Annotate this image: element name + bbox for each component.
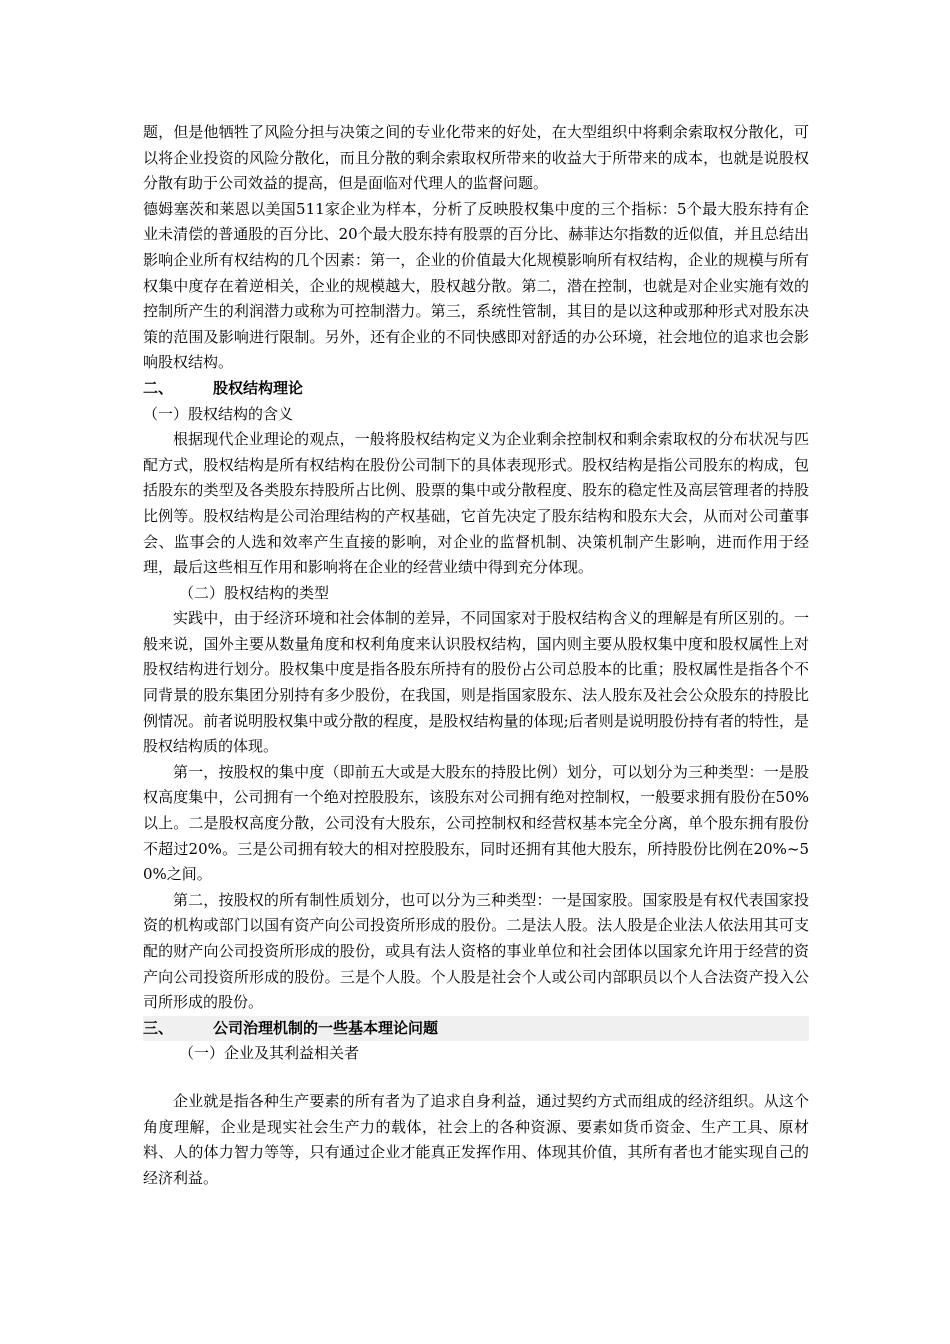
section-title: 公司治理机制的一些基本理论问题 [213,1018,439,1037]
paragraph-demsetz-lehn: 德姆塞茨和莱恩以美国511家企业为样本，分析了反映股权集中度的三个指标：5个最大股东持有企业未清偿的普通股的百分比、20个最大股东持有股票的百分比、赫菲达尔指数的近似值，并且总结出影响企业所有权结构的几个因素：第一，企业的价值最大化规模影响所有权结构，企业的规模与所有权集中度存在着逆相关，企业的规模越大，股权越分散。第二，潜在控制，也就是对企业实施有效的控制所产生的利润潜力或称为可控制潜力。第三，系统性管制，其目的是以这种或那种形式对股东决策的范围及影响进行限制。另外，还有企业的不同快感即对舒适的办公环境，社会地位的追求也会影响股权结构。 [143,199,809,372]
subsection-heading-types: （二）股权结构的类型 [179,583,330,602]
spacer [143,1067,809,1089]
paragraph-dispersion-benefits: 题，但是他牺牲了风险分担与决策之间的专业化带来的好处，在大型组织中将剩余索取权分散化，可以将企业投资的风险分散化，而且分散的剩余索取权所带来的收益大于所带来的成本，也就是说股权分散有助于公司效益的提高，但是面临对代理人的监督问题。 [143,123,809,193]
subsection-heading-definition: （一）股权结构的含义 [143,404,294,423]
document-page [143,120,809,1191]
paragraph-ownership-definition: 根据现代企业理论的观点，一般将股权结构定义为企业剩余控制权和剩余索取权的分布状况与匹配方式，股权结构是所有权结构在股份公司制下的具体表现形式。股权结构是指公司股东的构成，包括股东的类型及各类股东持股所占比例、股票的集中或分散程度、股东的稳定性及高层管理者的持股比例等。股权结构是公司治理结构的产权基础，它首先决定了股东结构和股东大会，从而对公司董事会、监事会的人选和效率产生直接的影响，对企业的监督机制、决策机制产生影响，进而作用于经理，最后这些相互作用和影响将在企业的经营业绩中得到充分体现。 [143,430,809,577]
paragraph-enterprise-definition: 企业就是指各种生产要素的所有者为了追求自身利益，通过契约方式而组成的经济组织。从这个角度理解，企业是现实社会生产力的载体，社会上的各种资源、要素如货币资金、生产工具、原材料、人的体力智力等等，只有通过企业才能真正发挥作用、体现其价值，其所有者也才能实现自己的经济利益。 [143,1091,809,1187]
section-heading-governance [143,1016,809,1042]
paragraph-ownership-nature-types: 第二，按股权的所有制性质划分，也可以分为三种类型：一是国家股。国家股是有权代表国家投资的机构或部门以国有资产向公司投资所形成的股份。二是法人股。法人股是企业法人依法用其可支配的财产向公司投资所形成的股份，或具有法人资格的事业单位和社会团体以国家允许用于经营的资产向公司投资所形成的股份。三是个人股。个人股是社会个人或公司内部职员以个人合法资产投入公司所形成的股份。 [143,890,809,1012]
section-number: 三、 [143,1018,174,1037]
subsection-heading-stakeholders: （一）企业及其利益相关者 [179,1044,360,1063]
paragraph-concentration-types: 第一，按股权的集中度（即前五大或是大股东的持股比例）划分，可以划分为三种类型：一是股权高度集中，公司拥有一个绝对控股股东，该股东对公司拥有绝对控制权，一般要求拥有股份在50%以上。二是股权高度分散，公司没有大股东，公司控制权和经营权基本完全分离，单个股东拥有股份不超过20%。三是公司拥有较大的相对控股股东，同时还拥有其他大股东，所持股份比例在20%~50%之间。 [143,762,809,884]
section-heading-ownership-theory [143,376,809,402]
paragraph-practice: 实践中，由于经济环境和社会体制的差异，不同国家对于股权结构含义的理解是有所区别的。一般来说，国外主要从数量角度和权利角度来认识股权结构，国内则主要从股权集中度和股权属性上对股权结构进行划分。股权集中度是指各股东所持有的股份占公司总股本的比重；股权属性是指各个不同背景的股东集团分别持有多少股份，在我国，则是指国家股东、法人股东及社会公众股东的持股比例情况。前者说明股权集中或分散的程度，是股权结构量的体现;后者则是说明股份持有者的特性，是股权结构质的体现。 [143,609,809,756]
section-title: 股权结构理论 [213,378,304,397]
section-number: 二、 [143,378,174,397]
